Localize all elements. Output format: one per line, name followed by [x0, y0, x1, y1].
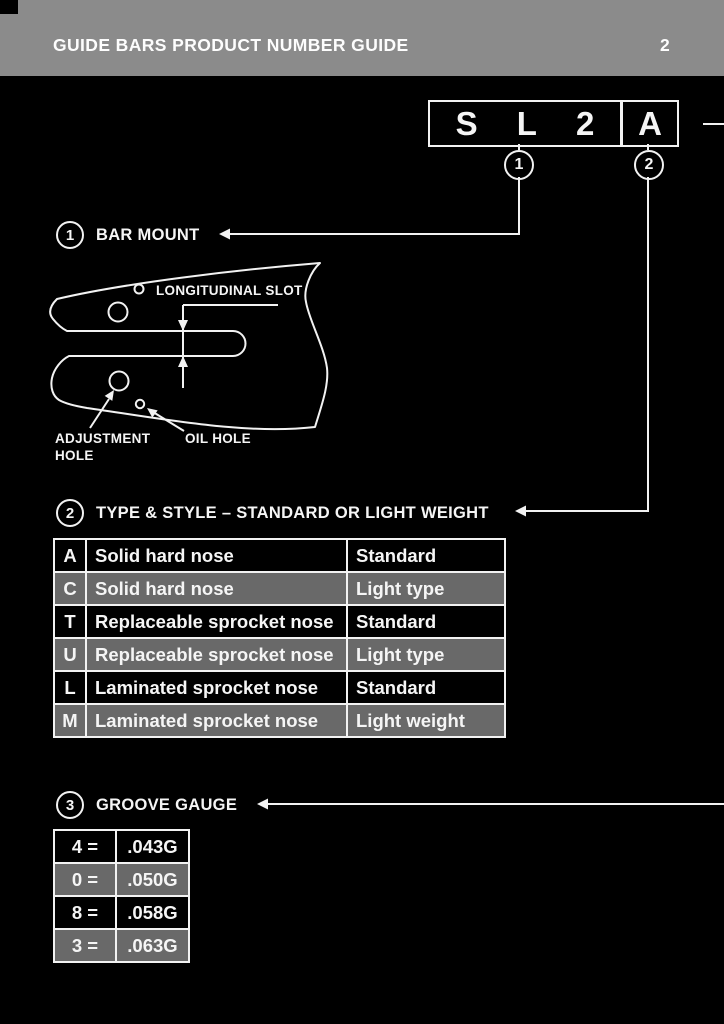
type-code-cell: M [54, 704, 86, 737]
bar-mount-arrowhead [219, 229, 230, 240]
callout2-leader-line [524, 177, 648, 511]
page-number: 2 [660, 35, 670, 55]
longitudinal-slot-label: LONGITUDINAL SLOT [156, 283, 303, 298]
type-style-cell: Standard [347, 671, 505, 704]
table-row [54, 896, 189, 929]
type-style-cell: Standard [347, 605, 505, 638]
table-row [54, 638, 505, 671]
type-style-cell: Light type [347, 638, 505, 671]
gauge-value-cell: .058G [116, 896, 189, 929]
code-letter-2: 2 [576, 105, 595, 142]
type-style-cell: Light type [347, 572, 505, 605]
type-desc-cell: Solid hard nose [86, 539, 347, 572]
adjustment-hole [110, 372, 129, 391]
type-desc-cell: Replaceable sprocket nose [86, 638, 347, 671]
type-code-cell: T [54, 605, 86, 638]
section2-number: 2 [65, 504, 75, 522]
groove-gauge-table [53, 829, 190, 963]
product-code-suffix-box [621, 100, 679, 147]
table-row [54, 830, 189, 863]
oil-hole [136, 400, 144, 408]
code-letter-a: A [638, 105, 662, 142]
section2-title: TYPE & STYLE – STANDARD OR LIGHT WEIGHT [96, 504, 489, 522]
gauge-digit-cell: 0 = [54, 863, 116, 896]
type-desc-cell: Replaceable sprocket nose [86, 605, 347, 638]
slot-dim-arrow-down [178, 320, 188, 331]
section2-circle [56, 499, 84, 527]
adjustment-hole-arrowhead [105, 390, 114, 401]
upper-small-hole [135, 285, 144, 294]
callout-2-number: 2 [644, 156, 654, 173]
table-row [54, 929, 189, 962]
oil-hole-label: OIL HOLE [185, 431, 251, 446]
section3-circle [56, 791, 84, 819]
table-row [54, 605, 505, 638]
type-code-cell: C [54, 572, 86, 605]
gauge-value-cell: .043G [116, 830, 189, 863]
header-corner-notch [0, 0, 18, 14]
type-style-cell: Light weight [347, 704, 505, 737]
callout1-leader-line [228, 177, 519, 234]
code-letter-l: L [516, 105, 537, 142]
page-title: GUIDE BARS PRODUCT NUMBER GUIDE [53, 35, 409, 55]
type-code-cell: L [54, 671, 86, 704]
gauge-digit-cell: 3 = [54, 929, 116, 962]
table-row [54, 671, 505, 704]
section3-title: GROOVE GAUGE [96, 796, 238, 814]
gauge-digit-cell: 8 = [54, 896, 116, 929]
upper-mount-hole [109, 303, 128, 322]
adjustment-hole-pointer [90, 399, 109, 428]
table-row [54, 539, 505, 572]
table-row [54, 863, 189, 896]
header-bar [0, 0, 724, 76]
type-style-cell: Standard [347, 539, 505, 572]
groove-gauge-arrowhead [257, 799, 268, 810]
section1-number: 1 [65, 226, 75, 244]
code-letter-s: S [455, 105, 478, 142]
type-code-cell: A [54, 539, 86, 572]
callout-1-number: 1 [514, 156, 524, 173]
table-row [54, 704, 505, 737]
oil-hole-pointer [153, 412, 184, 431]
adjustment-hole-label-line2: HOLE [55, 448, 94, 463]
section1-title: BAR MOUNT [96, 226, 200, 244]
adjustment-hole-label-line1: ADJUSTMENT [55, 431, 151, 446]
section1-circle [56, 221, 84, 249]
table-row [54, 572, 505, 605]
type-style-arrowhead [515, 506, 526, 517]
section3-number: 3 [65, 796, 75, 814]
slot-dim-arrow-up [178, 356, 188, 367]
type-code-cell: U [54, 638, 86, 671]
gauge-digit-cell: 4 = [54, 830, 116, 863]
type-desc-cell: Laminated sprocket nose [86, 671, 347, 704]
oil-hole-arrowhead [147, 408, 158, 418]
gauge-value-cell: .063G [116, 929, 189, 962]
type-style-table [53, 538, 506, 738]
type-desc-cell: Laminated sprocket nose [86, 704, 347, 737]
gauge-value-cell: .050G [116, 863, 189, 896]
product-code-main-box [428, 100, 622, 147]
type-desc-cell: Solid hard nose [86, 572, 347, 605]
callout-circle-2 [634, 150, 664, 180]
callout-circle-1 [504, 150, 534, 180]
